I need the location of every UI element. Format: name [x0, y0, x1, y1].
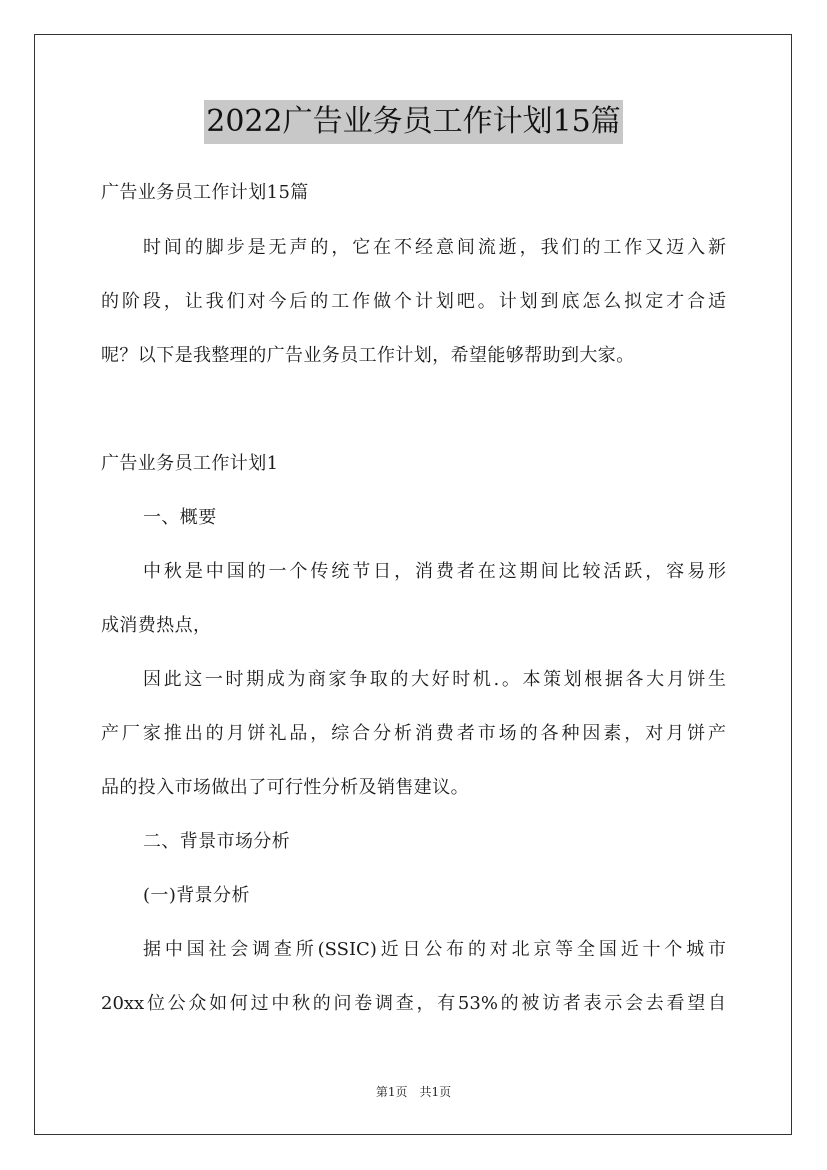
section-title: 广告业务员工作计划1: [101, 453, 279, 474]
document-title: 2022广告业务员工作计划15篇: [204, 100, 623, 144]
heading-market-analysis: 二、背景市场分析: [143, 831, 291, 852]
heading-background: (一)背景分析: [143, 885, 250, 906]
para3-line-2: 20xx位公众如何过中秋的问卷调查，有53%的被访者表示会去看望自: [101, 993, 726, 1014]
para1-line-1: 中秋是中国的一个传统节日，消费者在这期间比较活跃，容易形: [143, 561, 726, 582]
para2-line-1: 因此这一时期成为商家争取的大好时机.。本策划根据各大月饼生: [143, 669, 726, 690]
subtitle: 广告业务员工作计划15篇: [101, 182, 309, 203]
para1-line-2: 成消费热点，: [101, 615, 212, 636]
intro-line-2: 的阶段，让我们对今后的工作做个计划吧。计划到底怎么拟定才合适: [101, 291, 726, 312]
title-container: [0, 100, 827, 144]
heading-overview: 一、概要: [143, 507, 217, 528]
para2-line-3: 品的投入市场做出了可行性分析及销售建议。: [101, 777, 469, 798]
intro-line-1: 时间的脚步是无声的，它在不经意间流逝，我们的工作又迈入新: [143, 237, 726, 258]
para2-line-2: 产厂家推出的月饼礼品，综合分析消费者市场的各种因素，对月饼产: [101, 723, 726, 744]
intro-line-3: 呢？以下是我整理的广告业务员工作计划，希望能够帮助到大家。: [101, 345, 635, 366]
page-number: 第1页 共1页: [375, 1085, 452, 1099]
para3-line-1: 据中国社会调查所(SSIC)近日公布的对北京等全国近十个城市: [143, 939, 726, 960]
